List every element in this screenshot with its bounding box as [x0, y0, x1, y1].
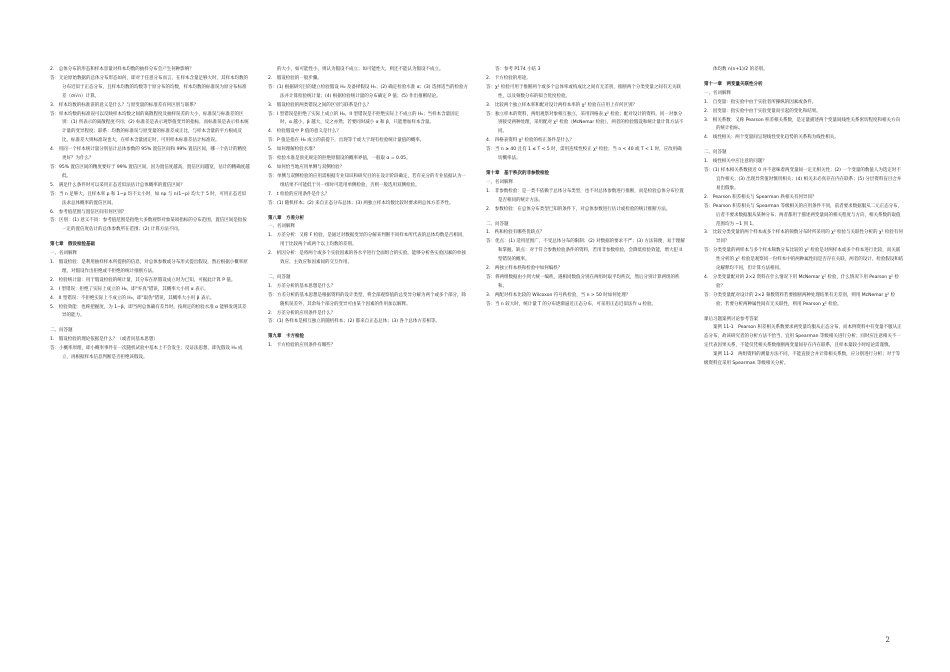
text-paragraph: 1. 假设检验的理论依据是什么？（或者问基本思想）: [50, 337, 158, 343]
text-paragraph: 1. 假设检验：是利用抽样样本所提供的信息，对总体参数或分布形式提出假设，然后根据小概率原理，对假设作出拒绝或不拒绝的统计推断方法。: [50, 260, 248, 274]
text-paragraph: 2. 总体分布的形态和样本容量对样本均数的抽样分布会产生何种影响？: [50, 67, 194, 72]
text-paragraph: 5. 检验效能：也称把握度，为 1−β，即当两总体确有差异时，按规定的检验水准 α 能够发现其差异的能力。: [50, 304, 247, 319]
text-paragraph: 3. I 型错误：拒绝了实际上成立的 H₀，即"弃真"错误，其概率大小用 α 表示。: [50, 286, 209, 292]
text-paragraph: 答：95% 置信区间的精度要好于 99% 置信区间，因为置信度越高，置信区间越宽，估计的精确度越低。: [50, 164, 250, 179]
section-heading: 一、名词解释: [268, 224, 295, 230]
text-paragraph: 案例 11-2 两组资料的测量方法不同，不能直接合并计算相关系数，应分别进行分析；对于等级资料宜采用 Spearman 等级相关分析。: [704, 352, 901, 367]
chapter-heading: 第八章 方差分析: [268, 215, 304, 221]
chapter-heading: 第十一章 两变量关联性分析: [704, 81, 763, 87]
text-column-2: [268, 66, 468, 351]
text-paragraph: 的大小，如可能性小，则认为假设不成立；如可能性大，则还不能认为假设不成立。: [277, 67, 444, 72]
text-paragraph: 答：Pearson 积差相关与 Spearman 等级相关的应用条件不同，前者要求数据服从二元正态分布，后者不要求数据服从某种分布；两者都用于描述两变量间的相关程度与方向，相关系数的取值范围均为 −1 到 1。: [704, 203, 903, 227]
text-paragraph: 答：分类变量的两样本与多个样本频数分布比较的 χ² 检验是对两样本或多个样本进行比较，而关联性分析的 χ² 检验是观察同一份样本中的两种属性间是否存在关联，两者的设计、检验假设和结论解释均不同，但计算方法相同。: [704, 248, 904, 272]
text-paragraph: 1. 非参数检验：是一类不依赖于总体分布类型，也不对总体参数进行推断，而是检验总体分布位置是否相同的统计方法。: [486, 188, 684, 203]
text-paragraph: 答：(1) 随机样本；(2) 来自正态分布总体；(3) 两独立样本均数比较时要求两总体方差齐性。: [268, 200, 454, 206]
text-paragraph: 3. 两配对样本比较的 Wilcoxon 符号秩检验，当 n > 50 时如何处理？: [486, 292, 631, 298]
text-paragraph: 1. 秩和检验有哪些优缺点？: [486, 230, 545, 236]
text-paragraph: 答：参考 P174 小结 3: [495, 67, 541, 72]
chapter-heading: 第十章 基于秩次的非参数检验: [486, 170, 549, 176]
text-paragraph: 答：当 n ≥ 40 且有 1 ≤ T < 5 时，需用连续性校正 χ² 检验；当 n < 40 或 T < 1 时，应改用确切概率法。: [486, 147, 682, 162]
text-paragraph: 答：(1) 根据研究目的建立检验假设 H₀ 及备择假设 H₁；(2) 确定检验水准 α；(3) 选择适当的检验方法并计算检验统计量；(4) 根据检验统计量的分布确定 P 值；(5) 作出推断结论。: [268, 84, 468, 99]
text-paragraph: 答：区别：(1) 意义不同：参考值范围是指绝大多数观察对象某项指标的分布范围，置信区间是指按一定的置信度估计的总体参数所在范围；(2) 计算方法不同。: [50, 218, 247, 233]
text-paragraph: 答：P 值是指在 H₀ 成立的前提下，出现等于或大于现有检验统计量值的概率。: [268, 138, 425, 144]
text-paragraph: 体均数 n(n+1)/2 的差别。: [713, 67, 768, 72]
text-paragraph: 答：优点：(1) 适用范围广，不受总体分布的限制；(2) 对数据的要求不严；(3) 方法简便，易于理解和掌握。缺点：对于符合参数检验条件的资料，若用非参数检验，会降低检验效能，增大犯 II 型错误的概率。: [486, 239, 685, 263]
text-paragraph: 2. 析因分析：是将两个或多个实验因素的各水平进行全面组合的实验，能够分析各实验因素的单独效应、主效应和因素间的交互作用。: [268, 251, 466, 266]
text-paragraph: 2. 假设检验的一般步骤。: [268, 75, 322, 81]
text-paragraph: 案例 11-1 Pearson 积差相关系数要求两变量均服从正态分布，而本例资料中有变量不服从正态分布，故该研究者的分析方法不恰当，宜用 Spearman 等级相关进行分析；同时应注意相关不一定代表因果关系，不能仅凭相关系数推断两变量间存在内在联系，且样本量较小时结论需谨慎。: [704, 325, 902, 349]
text-paragraph: 答：独立样本的资料，两组观察对象相互独立，采用四格表 χ² 检验；配对设计的资料，同一对象分别接受两种处理，采用配对 χ² 检验（McNemar 检验），两者的检验假设和统计量计算方法不同。: [486, 111, 684, 135]
text-paragraph: 2. 两独立样本秩和检验中如何编秩？: [486, 266, 563, 272]
text-paragraph: 答：当 n 较大时，统计量 T 的分布逐渐逼近正态分布，可采用正态近似法作 u 检验。: [486, 301, 657, 307]
text-paragraph: 4. 分类变量配对的 2×2 资料在什么情况下用 McNemar χ² 检验，什么情况下用 Pearson χ² 检验？: [704, 274, 899, 289]
text-paragraph: 2. 参数检验：在总体分布类型已知的条件下，对总体参数进行估计或检验的统计推断方法。: [486, 206, 671, 212]
text-paragraph: 4. II 型错误：不拒绝实际上不成立的 H₀，即"取伪"错误，其概率大小用 β 表示。: [50, 295, 215, 301]
section-heading: 一、名词解释: [50, 251, 77, 257]
section-heading: 一、名词解释: [486, 179, 513, 185]
text-paragraph: 3. 假设检验的两类错误之间的区别与联系是什么？: [268, 102, 372, 108]
section-heading: 课后习题案例讨论参考答案: [704, 316, 758, 322]
text-paragraph: 2. Pearson 积差相关与 Spearman 秩相关有何异同？: [704, 194, 817, 200]
text-paragraph: 答：样本均数的标准误可以反映样本均数之间的离散程度及抽样误差的大小，标准误与标准差的区别：(1) 所表示的离散程度不同；(2) 标准差是表示观察值变异的指标，而标准误是表示样本统计量的变异程度；联系：均数的标准误与原变量的标准差成正比，与样本含量的平方根成反比，标准差大则标准误也大，在样本含量固定时，可用样本标准差估计标准误。: [50, 111, 249, 144]
text-paragraph: 2. 检验统计量：用于假设检验的统计量，其分布在原假设成立时为已知，可据此计算 P 值。: [50, 277, 236, 283]
text-paragraph: 3. 比较分类变量的两个样本或多个样本的频数分布时所采用的 χ² 检验与关联性分析的 χ² 检验有何异同？: [704, 230, 903, 245]
text-paragraph: 答：I 型错误是拒绝了实际上成立的 H₀，II 型错误是不拒绝实际上不成立的 H₀；当样本含量固定时，α 越小，β 越大，反之亦然；若要同时减小 α 和 β，只能增加样本含量。: [268, 111, 460, 126]
text-paragraph: 答：χ² 检验可用于推断两个或多个总体率或构成比之间有无差别，推断两个分类变量之间有无关联性，以及频数分布的拟合优度检验。: [486, 84, 681, 99]
text-paragraph: 2. 因变量：指实验中由于实验变量而引起的变化和结果。: [704, 108, 821, 114]
text-paragraph: 4. 四格表资料 χ² 检验的校正条件是什么？: [486, 138, 575, 144]
text-paragraph: 1. 方差分析的基本思想是什么？: [268, 283, 336, 289]
section-heading: 二、问答题: [486, 221, 509, 227]
text-paragraph: 6. 如何恰当地应用单侧与双侧检验？: [268, 164, 345, 170]
text-paragraph: 2. 方差分析的应用条件是什么？: [268, 310, 336, 316]
section-heading: 一、名词解释: [704, 90, 731, 96]
text-paragraph: 6. 参考值范围与置信区间有何区别？: [50, 209, 127, 215]
text-paragraph: 3. 相关系数：又称 Pearson 积差相关系数，是定量描述两个变量间线性关系密切程度和相关方向的统计指标。: [704, 117, 901, 132]
text-paragraph: 答：单侧与双侧检验的应用需根据专业知识和研究目的在设计阶段确定，若有充分的专业依据认为一组结果不可能低于另一组时可选用单侧检验，否则一般选用双侧检验。: [268, 173, 466, 188]
text-paragraph: 4. 检验假设中 P 值的意义是什么？: [268, 129, 341, 135]
text-paragraph: 答：无论原始数据的总体分布形态如何，即对于任意分布而言，在样本含量足够大时，其样本均数的分布近似于正态分布，且样本均数的均数等于原分布的均数，样本均数的标准误为原分布标准差（σ/√n）计算。: [50, 75, 248, 99]
text-column-4: [704, 66, 904, 369]
text-paragraph: 答：将两组数据由小到大统一编秩，遇相同数值分别在两组时取平均秩次，然后分别计算两组的秩和。: [486, 274, 680, 289]
section-heading: 二、问答题: [704, 150, 727, 156]
text-paragraph: 答：当 n 足够大，且样本率 p 和 1−p 均不太小时，如 np 与 n(1−p) 均大于 5 时，可用正态近似法求总体概率的置信区间。: [50, 191, 247, 206]
text-paragraph: 答：(1) 各样本是相互独立的随机样本；(2) 都来自正态总体；(3) 各个总体方差相等。: [268, 319, 440, 325]
section-heading: 二、问答题: [268, 274, 291, 280]
text-paragraph: 1. 线性相关中应注意的问题？: [704, 159, 767, 165]
text-column-1: [50, 66, 250, 363]
text-paragraph: 1. 方差分析：又称 F 检验，是通过对数据变异的分解来判断不同样本所代表的总体均数是否相同，用于比较两个或两个以上均数的差别。: [268, 233, 467, 248]
text-paragraph: 3. 比较两个独立样本率和配对设计两样本率的 χ² 检验在应用上有何区别？: [486, 102, 638, 108]
text-paragraph: 5. 满足什么条件时可以采用正态近似法估计总体概率的置信区间？: [50, 182, 185, 188]
text-paragraph: 答：小概率原理，即小概率事件在一次随机试验中基本上不会发生；反证法思想，即先假设 H₀ 成立，再根据样本信息判断是否拒绝该假设。: [50, 346, 243, 361]
text-paragraph: 答：分类变量配对设计的 2×2 频数资料若要推断两种处理结果有无差别，则用 McNemar χ² 检验；若要分析两种属性间有无关联性，则用 Pearson χ² 检验。: [704, 292, 896, 307]
text-paragraph: 4. 用同一个样本统计量分别估计总体参数的 95% 置信区间和 99% 置信区间，哪一个估计的精度更好？为什么？: [50, 147, 247, 162]
text-paragraph: 4. 线性相关：两个变量间呈现线性变化趋势的关系称为线性相关。: [704, 135, 839, 141]
text-paragraph: 7. t 检验的应用条件是什么？: [268, 191, 330, 197]
page-number: 2: [885, 636, 890, 644]
chapter-heading: 第七章 假设检验基础: [50, 242, 95, 248]
section-heading: 二、问答题: [50, 328, 73, 334]
text-paragraph: 1. 自变量：指实验中由于实验者所操纵的因素或条件。: [704, 99, 817, 105]
text-paragraph: 1. 卡方检验的应用条件有哪些？: [268, 343, 336, 349]
text-paragraph: 答：(1) 样本相关系数接近 0 并不意味着两变量间一定无相关性；(2) 一个变量的数值人为选定时不宜作相关；(3) 出现异常值时慎用相关；(4) 相关未必真存在内在联系；(5) 分层资料盲目合并易出假象。: [704, 168, 902, 191]
text-paragraph: 2. 卡方检验的用途。: [486, 75, 531, 81]
chapter-heading: 第九章 卡方检验: [268, 334, 304, 340]
text-paragraph: 答：检验水准是预先规定的拒绝原假设的概率界值，一般取 α = 0.05。: [268, 156, 411, 162]
text-column-3: [486, 66, 686, 310]
text-paragraph: 3. 样本均数的标准误的意义是什么？与原变量的标准差有何区别与联系？: [50, 102, 199, 108]
text-paragraph: 5. 如何理解检验水准？: [268, 147, 318, 153]
text-paragraph: 答：方差分析的基本思想是根据资料的设计类型，将全部观察值的总变异分解为两个或多个部分，除随机误差外，其余每个部分的变异可由某个因素的作用加以解释。: [268, 292, 466, 307]
